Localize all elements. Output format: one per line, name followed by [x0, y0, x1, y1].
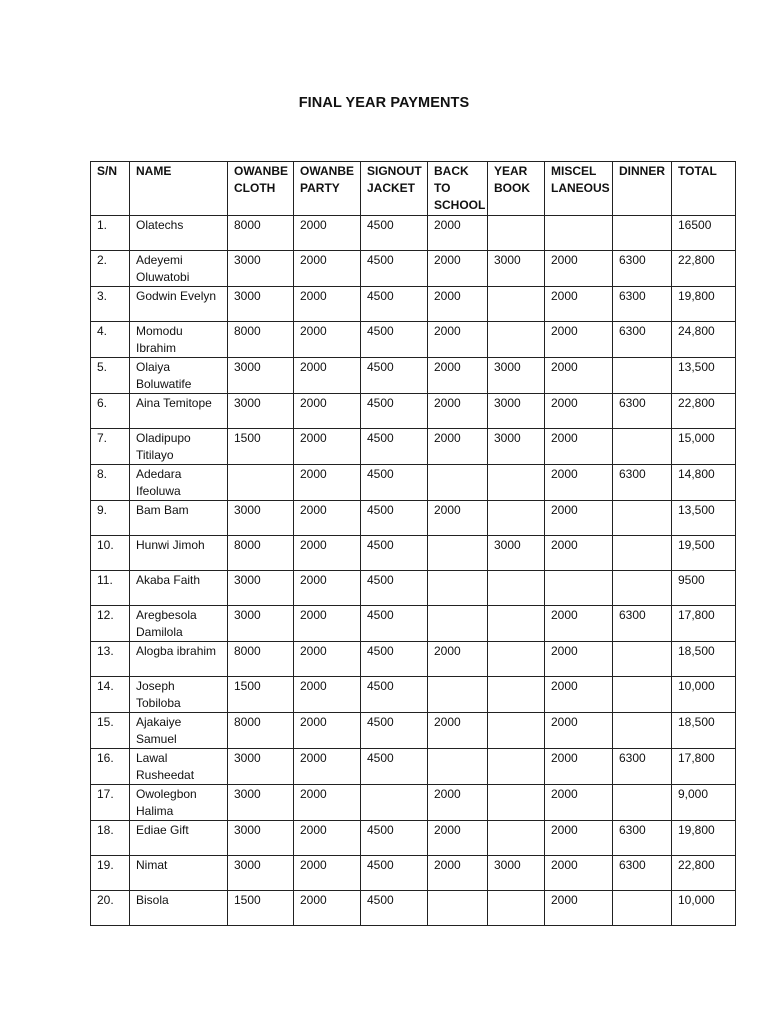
cell-back-to-school: 2000	[428, 216, 488, 251]
cell-sn: 12.	[91, 606, 130, 642]
cell-dinner: 6300	[613, 856, 672, 891]
cell-dinner	[613, 642, 672, 677]
cell-dinner: 6300	[613, 821, 672, 856]
cell-year-book: 3000	[488, 358, 545, 394]
table-row	[91, 606, 736, 642]
cell-total: 17,800	[672, 749, 736, 785]
table-body	[91, 216, 736, 926]
cell-year-book	[488, 606, 545, 642]
cell-miscellaneous: 2000	[545, 358, 613, 394]
cell-sn: 7.	[91, 429, 130, 465]
cell-signout-jacket: 4500	[361, 287, 428, 322]
cell-year-book	[488, 749, 545, 785]
cell-total: 10,000	[672, 891, 736, 926]
cell-owanbe-cloth	[228, 465, 294, 501]
cell-dinner	[613, 501, 672, 536]
cell-dinner	[613, 358, 672, 394]
cell-signout-jacket: 4500	[361, 856, 428, 891]
column-header-line: YEAR	[494, 164, 528, 178]
cell-sn: 8.	[91, 465, 130, 501]
column-header-name	[130, 162, 228, 216]
cell-owanbe-party: 2000	[294, 465, 361, 501]
column-header-line: PARTY	[300, 181, 340, 195]
cell-sn: 1.	[91, 216, 130, 251]
cell-dinner	[613, 713, 672, 749]
cell-dinner: 6300	[613, 749, 672, 785]
cell-year-book	[488, 713, 545, 749]
table-row	[91, 571, 736, 606]
page-title: FINAL YEAR PAYMENTS	[298, 95, 470, 111]
cell-name: Akaba Faith	[130, 571, 228, 606]
cell-owanbe-party: 2000	[294, 785, 361, 821]
cell-year-book	[488, 891, 545, 926]
cell-back-to-school: 2000	[428, 821, 488, 856]
cell-owanbe-cloth: 3000	[228, 287, 294, 322]
cell-dinner	[613, 571, 672, 606]
cell-total: 19,500	[672, 536, 736, 571]
cell-owanbe-cloth: 3000	[228, 571, 294, 606]
cell-year-book: 3000	[488, 856, 545, 891]
cell-signout-jacket: 4500	[361, 394, 428, 429]
cell-miscellaneous	[545, 216, 613, 251]
cell-signout-jacket: 4500	[361, 429, 428, 465]
column-header-line: SCHOOL	[434, 198, 486, 212]
cell-sn: 14.	[91, 677, 130, 713]
cell-name: Oladipupo Titilayo	[130, 429, 228, 465]
cell-owanbe-cloth: 3000	[228, 394, 294, 429]
column-header-sn	[91, 162, 130, 216]
cell-name: Bam Bam	[130, 501, 228, 536]
cell-total: 24,800	[672, 322, 736, 358]
cell-sn: 5.	[91, 358, 130, 394]
cell-owanbe-party: 2000	[294, 216, 361, 251]
cell-total: 19,800	[672, 821, 736, 856]
cell-back-to-school	[428, 677, 488, 713]
cell-miscellaneous: 2000	[545, 536, 613, 571]
cell-sn: 19.	[91, 856, 130, 891]
column-header-line: BOOK	[494, 181, 530, 195]
column-header-back-to-school	[428, 162, 488, 216]
cell-year-book	[488, 785, 545, 821]
table-row	[91, 394, 736, 429]
cell-owanbe-cloth: 3000	[228, 785, 294, 821]
cell-signout-jacket: 4500	[361, 642, 428, 677]
cell-year-book	[488, 465, 545, 501]
cell-year-book: 3000	[488, 251, 545, 287]
cell-name: Ajakaiye Samuel	[130, 713, 228, 749]
column-header-line: DINNER	[619, 164, 666, 178]
cell-miscellaneous: 2000	[545, 322, 613, 358]
cell-signout-jacket: 4500	[361, 501, 428, 536]
column-header-signout-jacket	[361, 162, 428, 216]
cell-signout-jacket: 4500	[361, 821, 428, 856]
cell-dinner	[613, 891, 672, 926]
cell-back-to-school	[428, 465, 488, 501]
cell-year-book	[488, 287, 545, 322]
table-row	[91, 251, 736, 287]
cell-back-to-school: 2000	[428, 251, 488, 287]
cell-owanbe-party: 2000	[294, 821, 361, 856]
cell-signout-jacket: 4500	[361, 251, 428, 287]
table-row	[91, 642, 736, 677]
cell-sn: 20.	[91, 891, 130, 926]
column-header-dinner	[613, 162, 672, 216]
column-header-line: CLOTH	[234, 181, 276, 195]
cell-dinner	[613, 536, 672, 571]
cell-year-book	[488, 322, 545, 358]
cell-year-book: 3000	[488, 429, 545, 465]
cell-name: Ediae Gift	[130, 821, 228, 856]
cell-total: 18,500	[672, 713, 736, 749]
cell-owanbe-party: 2000	[294, 358, 361, 394]
cell-owanbe-cloth: 3000	[228, 501, 294, 536]
cell-sn: 9.	[91, 501, 130, 536]
cell-name: Godwin Evelyn	[130, 287, 228, 322]
cell-signout-jacket: 4500	[361, 677, 428, 713]
table-row	[91, 429, 736, 465]
cell-owanbe-party: 2000	[294, 429, 361, 465]
cell-owanbe-party: 2000	[294, 642, 361, 677]
cell-owanbe-party: 2000	[294, 536, 361, 571]
cell-miscellaneous: 2000	[545, 501, 613, 536]
cell-total: 14,800	[672, 465, 736, 501]
cell-sn: 18.	[91, 821, 130, 856]
cell-name: Olaiya Boluwatife	[130, 358, 228, 394]
column-header-owanbe-cloth	[228, 162, 294, 216]
cell-back-to-school: 2000	[428, 856, 488, 891]
cell-miscellaneous: 2000	[545, 713, 613, 749]
cell-owanbe-cloth: 1500	[228, 429, 294, 465]
cell-miscellaneous: 2000	[545, 287, 613, 322]
column-header-owanbe-party	[294, 162, 361, 216]
cell-dinner: 6300	[613, 465, 672, 501]
table-row	[91, 677, 736, 713]
cell-sn: 10.	[91, 536, 130, 571]
cell-dinner: 6300	[613, 251, 672, 287]
cell-signout-jacket: 4500	[361, 322, 428, 358]
cell-signout-jacket: 4500	[361, 536, 428, 571]
cell-year-book	[488, 571, 545, 606]
table-row	[91, 785, 736, 821]
cell-name: Adeyemi Oluwatobi	[130, 251, 228, 287]
cell-owanbe-cloth: 3000	[228, 856, 294, 891]
column-header-miscellaneous	[545, 162, 613, 216]
cell-owanbe-party: 2000	[294, 856, 361, 891]
cell-signout-jacket: 4500	[361, 216, 428, 251]
table-row	[91, 216, 736, 251]
cell-owanbe-cloth: 8000	[228, 216, 294, 251]
cell-total: 18,500	[672, 642, 736, 677]
cell-signout-jacket: 4500	[361, 891, 428, 926]
cell-name: Joseph Tobiloba	[130, 677, 228, 713]
cell-total: 9,000	[672, 785, 736, 821]
cell-miscellaneous: 2000	[545, 821, 613, 856]
cell-name: Lawal Rusheedat	[130, 749, 228, 785]
table-row	[91, 891, 736, 926]
column-header-line: OWANBE	[300, 164, 354, 178]
cell-miscellaneous: 2000	[545, 606, 613, 642]
cell-total: 17,800	[672, 606, 736, 642]
cell-name: Nimat	[130, 856, 228, 891]
cell-sn: 13.	[91, 642, 130, 677]
cell-back-to-school: 2000	[428, 642, 488, 677]
cell-owanbe-cloth: 8000	[228, 642, 294, 677]
cell-year-book	[488, 821, 545, 856]
cell-total: 16500	[672, 216, 736, 251]
column-header-line: LANEOUS	[551, 181, 610, 195]
column-header-line: TOTAL	[678, 164, 717, 178]
column-header-line: S/N	[97, 164, 118, 178]
cell-dinner	[613, 785, 672, 821]
cell-owanbe-party: 2000	[294, 571, 361, 606]
table-row	[91, 856, 736, 891]
cell-owanbe-party: 2000	[294, 749, 361, 785]
cell-year-book: 3000	[488, 536, 545, 571]
cell-total: 9500	[672, 571, 736, 606]
column-header-total	[672, 162, 736, 216]
cell-back-to-school: 2000	[428, 358, 488, 394]
cell-miscellaneous: 2000	[545, 891, 613, 926]
cell-back-to-school	[428, 891, 488, 926]
column-header-line: JACKET	[367, 181, 416, 195]
cell-owanbe-party: 2000	[294, 287, 361, 322]
cell-name: Aregbesola Damilola	[130, 606, 228, 642]
cell-year-book	[488, 677, 545, 713]
cell-sn: 15.	[91, 713, 130, 749]
table-row	[91, 465, 736, 501]
table-row	[91, 287, 736, 322]
table-row	[91, 749, 736, 785]
cell-sn: 11.	[91, 571, 130, 606]
cell-sn: 2.	[91, 251, 130, 287]
payments-table	[90, 161, 736, 926]
cell-name: Momodu Ibrahim	[130, 322, 228, 358]
column-header-line: NAME	[136, 164, 172, 178]
cell-owanbe-cloth: 3000	[228, 251, 294, 287]
cell-owanbe-party: 2000	[294, 713, 361, 749]
cell-miscellaneous: 2000	[545, 394, 613, 429]
table-row	[91, 358, 736, 394]
cell-total: 19,800	[672, 287, 736, 322]
cell-miscellaneous: 2000	[545, 429, 613, 465]
cell-sn: 16.	[91, 749, 130, 785]
cell-dinner: 6300	[613, 287, 672, 322]
cell-name: Owolegbon Halima	[130, 785, 228, 821]
cell-miscellaneous	[545, 571, 613, 606]
cell-total: 13,500	[672, 501, 736, 536]
cell-total: 22,800	[672, 856, 736, 891]
cell-name: Hunwi Jimoh	[130, 536, 228, 571]
cell-total: 15,000	[672, 429, 736, 465]
cell-back-to-school: 2000	[428, 501, 488, 536]
cell-dinner: 6300	[613, 606, 672, 642]
table-header-row	[91, 162, 736, 216]
cell-name: Aina Temitope	[130, 394, 228, 429]
cell-signout-jacket: 4500	[361, 749, 428, 785]
cell-name: Olatechs	[130, 216, 228, 251]
cell-miscellaneous: 2000	[545, 251, 613, 287]
cell-back-to-school: 2000	[428, 785, 488, 821]
cell-owanbe-party: 2000	[294, 251, 361, 287]
cell-owanbe-cloth: 1500	[228, 891, 294, 926]
table-row	[91, 536, 736, 571]
cell-name: Adedara Ifeoluwa	[130, 465, 228, 501]
column-header-line: TO	[434, 181, 451, 195]
cell-year-book	[488, 642, 545, 677]
cell-dinner	[613, 216, 672, 251]
column-header-line: BACK	[434, 164, 469, 178]
cell-signout-jacket: 4500	[361, 465, 428, 501]
cell-miscellaneous: 2000	[545, 856, 613, 891]
cell-back-to-school	[428, 606, 488, 642]
cell-owanbe-cloth: 3000	[228, 358, 294, 394]
cell-back-to-school	[428, 749, 488, 785]
column-header-year-book	[488, 162, 545, 216]
cell-signout-jacket: 4500	[361, 571, 428, 606]
cell-dinner	[613, 677, 672, 713]
cell-owanbe-cloth: 8000	[228, 713, 294, 749]
cell-sn: 17.	[91, 785, 130, 821]
cell-signout-jacket	[361, 785, 428, 821]
cell-owanbe-party: 2000	[294, 322, 361, 358]
cell-signout-jacket: 4500	[361, 713, 428, 749]
cell-sn: 3.	[91, 287, 130, 322]
cell-total: 10,000	[672, 677, 736, 713]
table-row	[91, 821, 736, 856]
column-header-line: MISCEL	[551, 164, 597, 178]
cell-year-book: 3000	[488, 394, 545, 429]
cell-year-book	[488, 501, 545, 536]
cell-sn: 6.	[91, 394, 130, 429]
table-row	[91, 713, 736, 749]
cell-back-to-school	[428, 536, 488, 571]
cell-owanbe-cloth: 8000	[228, 322, 294, 358]
cell-total: 22,800	[672, 251, 736, 287]
cell-back-to-school: 2000	[428, 322, 488, 358]
cell-name: Alogba ibrahim	[130, 642, 228, 677]
cell-owanbe-party: 2000	[294, 891, 361, 926]
cell-dinner: 6300	[613, 322, 672, 358]
cell-owanbe-cloth: 3000	[228, 821, 294, 856]
cell-signout-jacket: 4500	[361, 358, 428, 394]
cell-total: 13,500	[672, 358, 736, 394]
cell-signout-jacket: 4500	[361, 606, 428, 642]
cell-total: 22,800	[672, 394, 736, 429]
cell-owanbe-cloth: 3000	[228, 606, 294, 642]
cell-owanbe-party: 2000	[294, 394, 361, 429]
cell-sn: 4.	[91, 322, 130, 358]
cell-back-to-school	[428, 571, 488, 606]
cell-back-to-school: 2000	[428, 287, 488, 322]
cell-owanbe-cloth: 8000	[228, 536, 294, 571]
cell-miscellaneous: 2000	[545, 465, 613, 501]
cell-back-to-school: 2000	[428, 429, 488, 465]
table-row	[91, 322, 736, 358]
cell-name: Bisola	[130, 891, 228, 926]
cell-dinner: 6300	[613, 394, 672, 429]
cell-owanbe-cloth: 1500	[228, 677, 294, 713]
cell-miscellaneous: 2000	[545, 677, 613, 713]
table-row	[91, 501, 736, 536]
column-header-line: SIGNOUT	[367, 164, 422, 178]
cell-back-to-school: 2000	[428, 394, 488, 429]
cell-miscellaneous: 2000	[545, 749, 613, 785]
cell-miscellaneous: 2000	[545, 785, 613, 821]
column-header-line: OWANBE	[234, 164, 288, 178]
cell-owanbe-party: 2000	[294, 677, 361, 713]
cell-back-to-school: 2000	[428, 713, 488, 749]
cell-miscellaneous: 2000	[545, 642, 613, 677]
cell-owanbe-cloth: 3000	[228, 749, 294, 785]
cell-owanbe-party: 2000	[294, 501, 361, 536]
cell-owanbe-party: 2000	[294, 606, 361, 642]
cell-year-book	[488, 216, 545, 251]
cell-dinner	[613, 429, 672, 465]
